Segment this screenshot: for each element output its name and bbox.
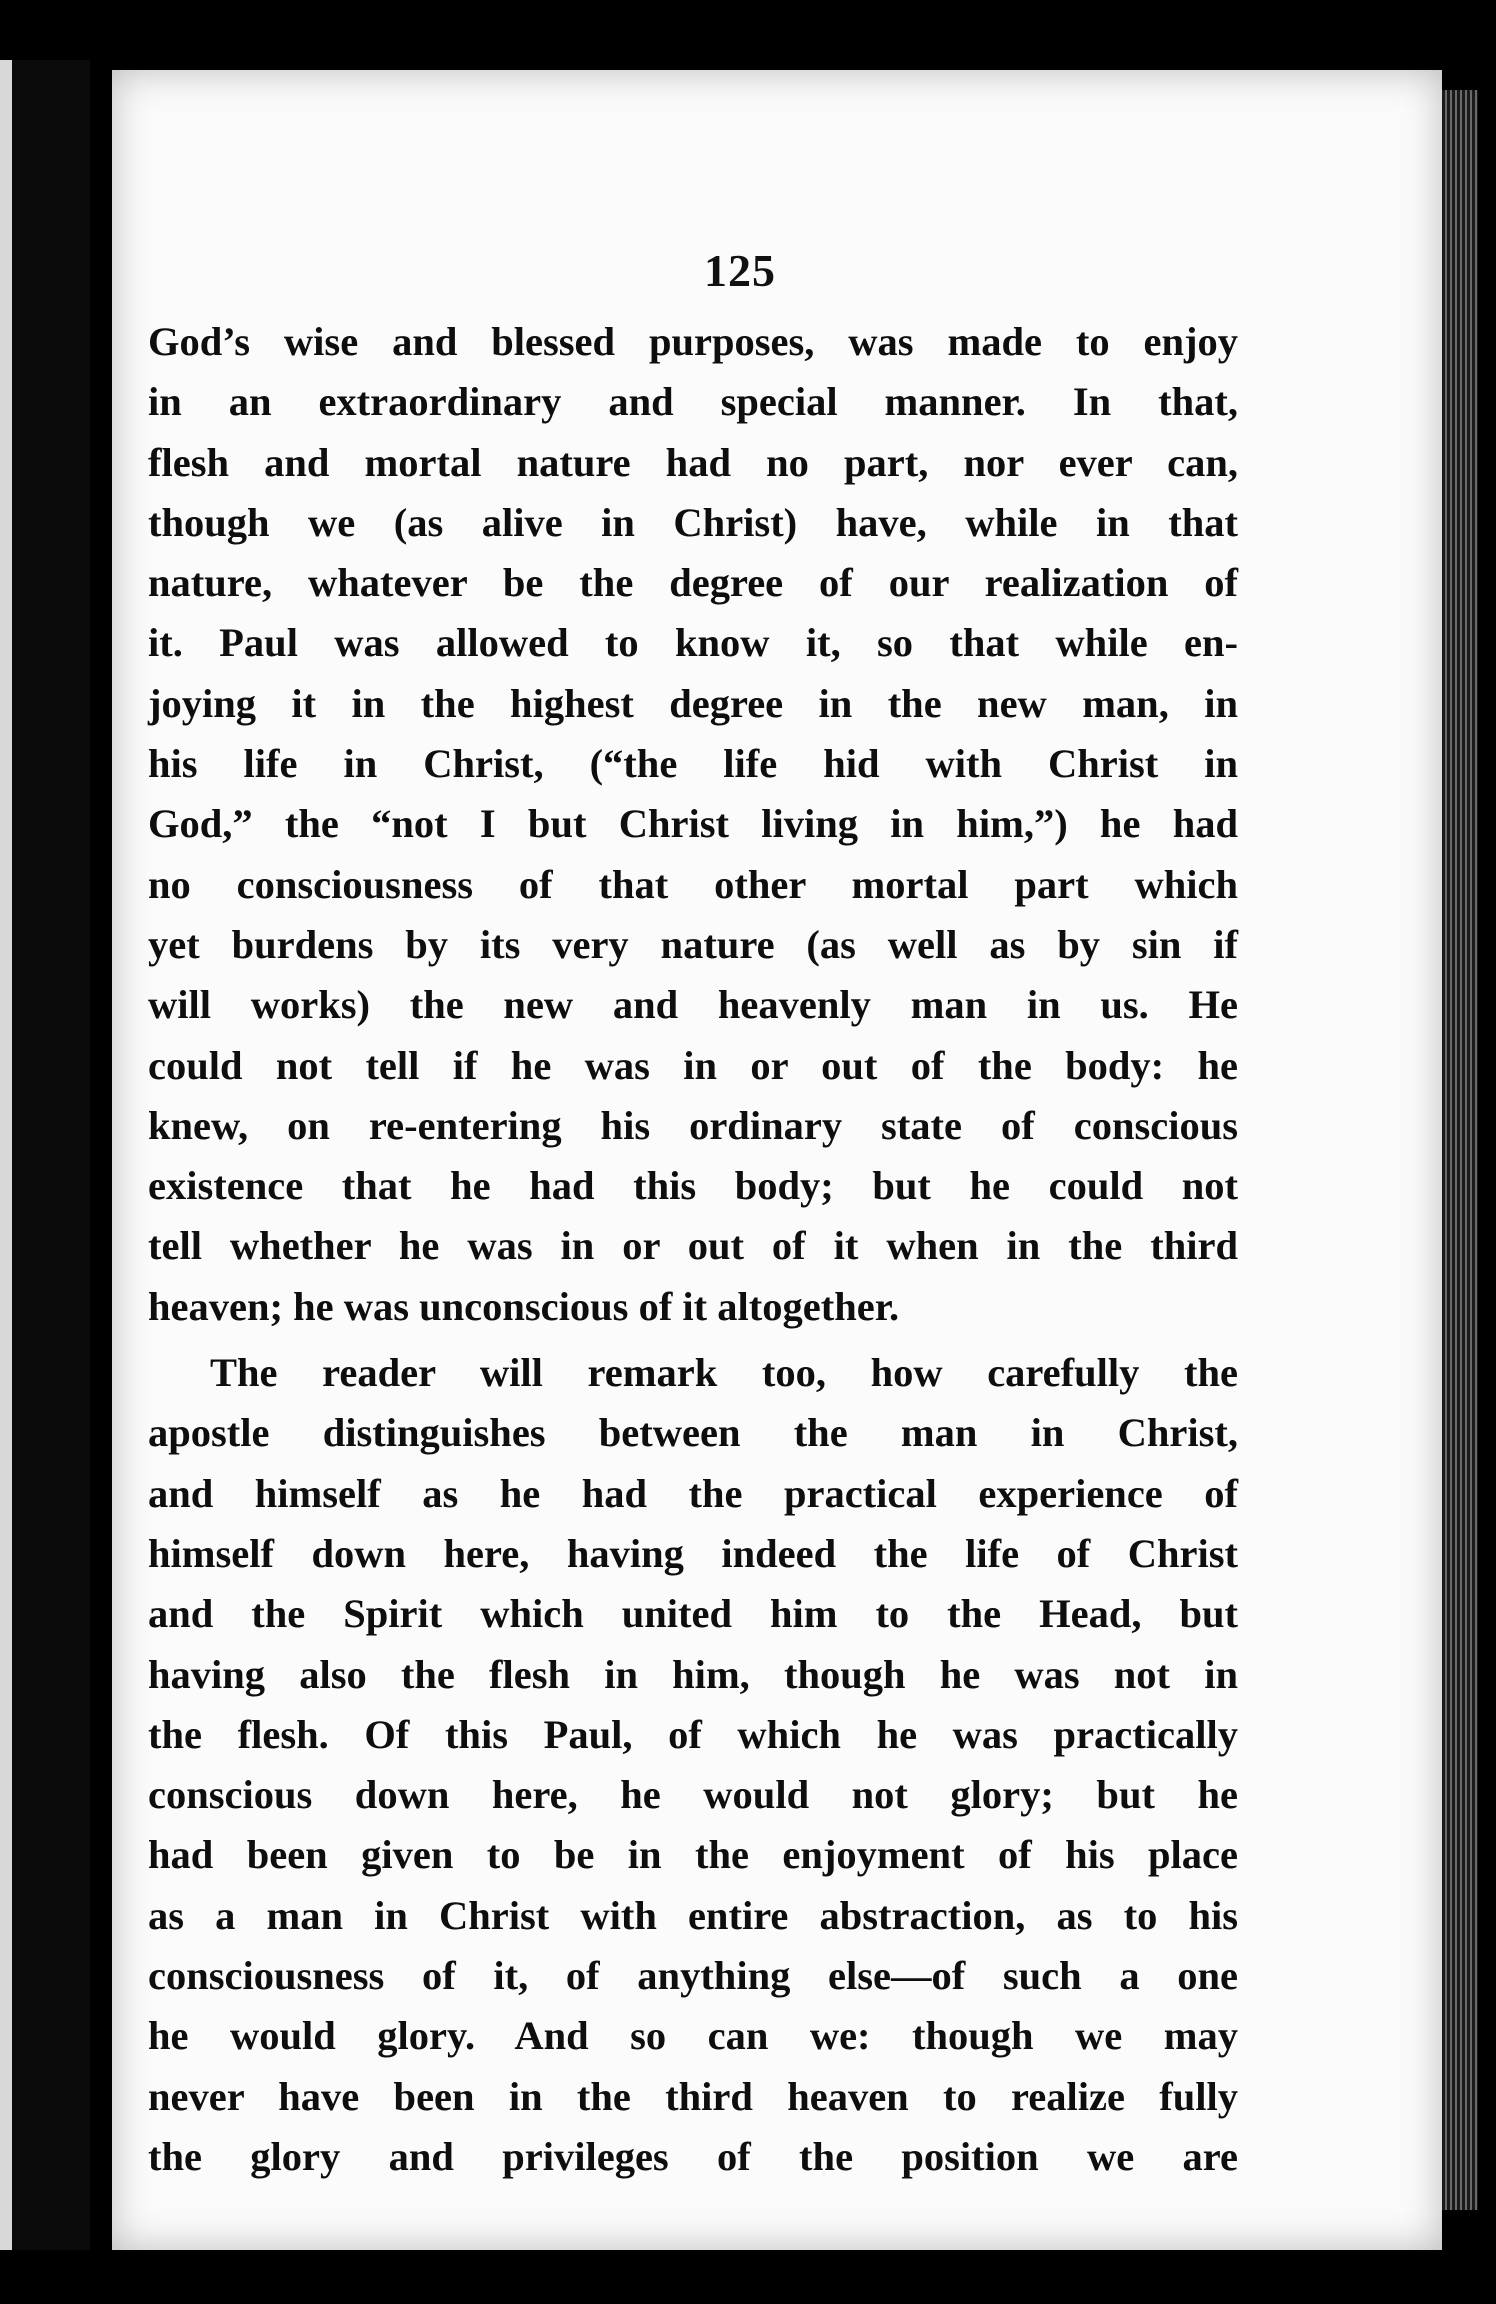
text-line: conscious down here, he would not glory; but he bbox=[148, 1772, 1238, 1818]
text-line: had been given to be in the enjoyment of his place bbox=[148, 1832, 1238, 1878]
text-line: God’s wise and blessed purposes, was made to enjoy bbox=[148, 319, 1238, 364]
text-line: yet burdens by its very nature (as well as by sin if bbox=[148, 921, 1238, 967]
adjacent-page-strip bbox=[0, 60, 12, 2250]
text-line: never have been in the third heaven to realize fully bbox=[148, 2073, 1238, 2119]
paragraph-2 bbox=[148, 1343, 1238, 2187]
text-line: himself down here, having indeed the life of Christ bbox=[148, 1530, 1238, 1576]
paragraph-1 bbox=[148, 312, 1238, 1337]
text-line: it. Paul was allowed to know it, so that while en- bbox=[148, 620, 1238, 666]
text-line: having also the flesh in him, though he was not in bbox=[148, 1651, 1238, 1697]
text-line: apostle distinguishes between the man in Christ, bbox=[148, 1410, 1238, 1456]
text-line: God,” the “not I but Christ living in him,”) he had bbox=[148, 801, 1238, 847]
text-line: nature, whatever be the degree of our realization of bbox=[148, 560, 1238, 606]
text-line: as a man in Christ with entire abstraction, as to his bbox=[148, 1892, 1238, 1938]
text-line: flesh and mortal nature had no part, nor ever can, bbox=[148, 439, 1238, 485]
text-line: The reader will remark too, how carefully the bbox=[210, 1350, 1238, 1396]
text-line: knew, on re-entering his ordinary state of conscious bbox=[148, 1102, 1238, 1148]
text-line: will works) the new and heavenly man in us. He bbox=[148, 982, 1238, 1028]
text-line: the glory and privileges of the position we are bbox=[148, 2133, 1238, 2179]
text-line: he would glory. And so can we: though we may bbox=[148, 2013, 1238, 2059]
text-line: in an extraordinary and special manner. In that, bbox=[148, 379, 1238, 425]
text-line: and the Spirit which united him to the Head, but bbox=[148, 1591, 1238, 1637]
text-line: consciousness of it, of anything else—of such a one bbox=[148, 1953, 1238, 1999]
text-line: his life in Christ, (“the life hid with Christ in bbox=[148, 741, 1238, 787]
text-line: though we (as alive in Christ) have, while in that bbox=[148, 499, 1238, 545]
page-number: 125 bbox=[704, 245, 776, 296]
page-stack-edge bbox=[1442, 90, 1478, 2210]
text-line: could not tell if he was in or out of the body: he bbox=[148, 1042, 1238, 1088]
text-line: joying it in the highest degree in the new man, in bbox=[148, 680, 1238, 726]
text-line: and himself as he had the practical experience of bbox=[148, 1470, 1238, 1516]
text-line: heaven; he was unconscious of it altogether. bbox=[148, 1283, 900, 1329]
text-line: tell whether he was in or out of it when in the third bbox=[148, 1223, 1238, 1269]
text-line: existence that he had this body; but he could not bbox=[148, 1163, 1238, 1209]
text-line: no consciousness of that other mortal part which bbox=[148, 861, 1238, 907]
left-page-edge bbox=[0, 60, 90, 2250]
body-text bbox=[148, 312, 1238, 2187]
text-line: the flesh. Of this Paul, of which he was practically bbox=[148, 1711, 1238, 1757]
